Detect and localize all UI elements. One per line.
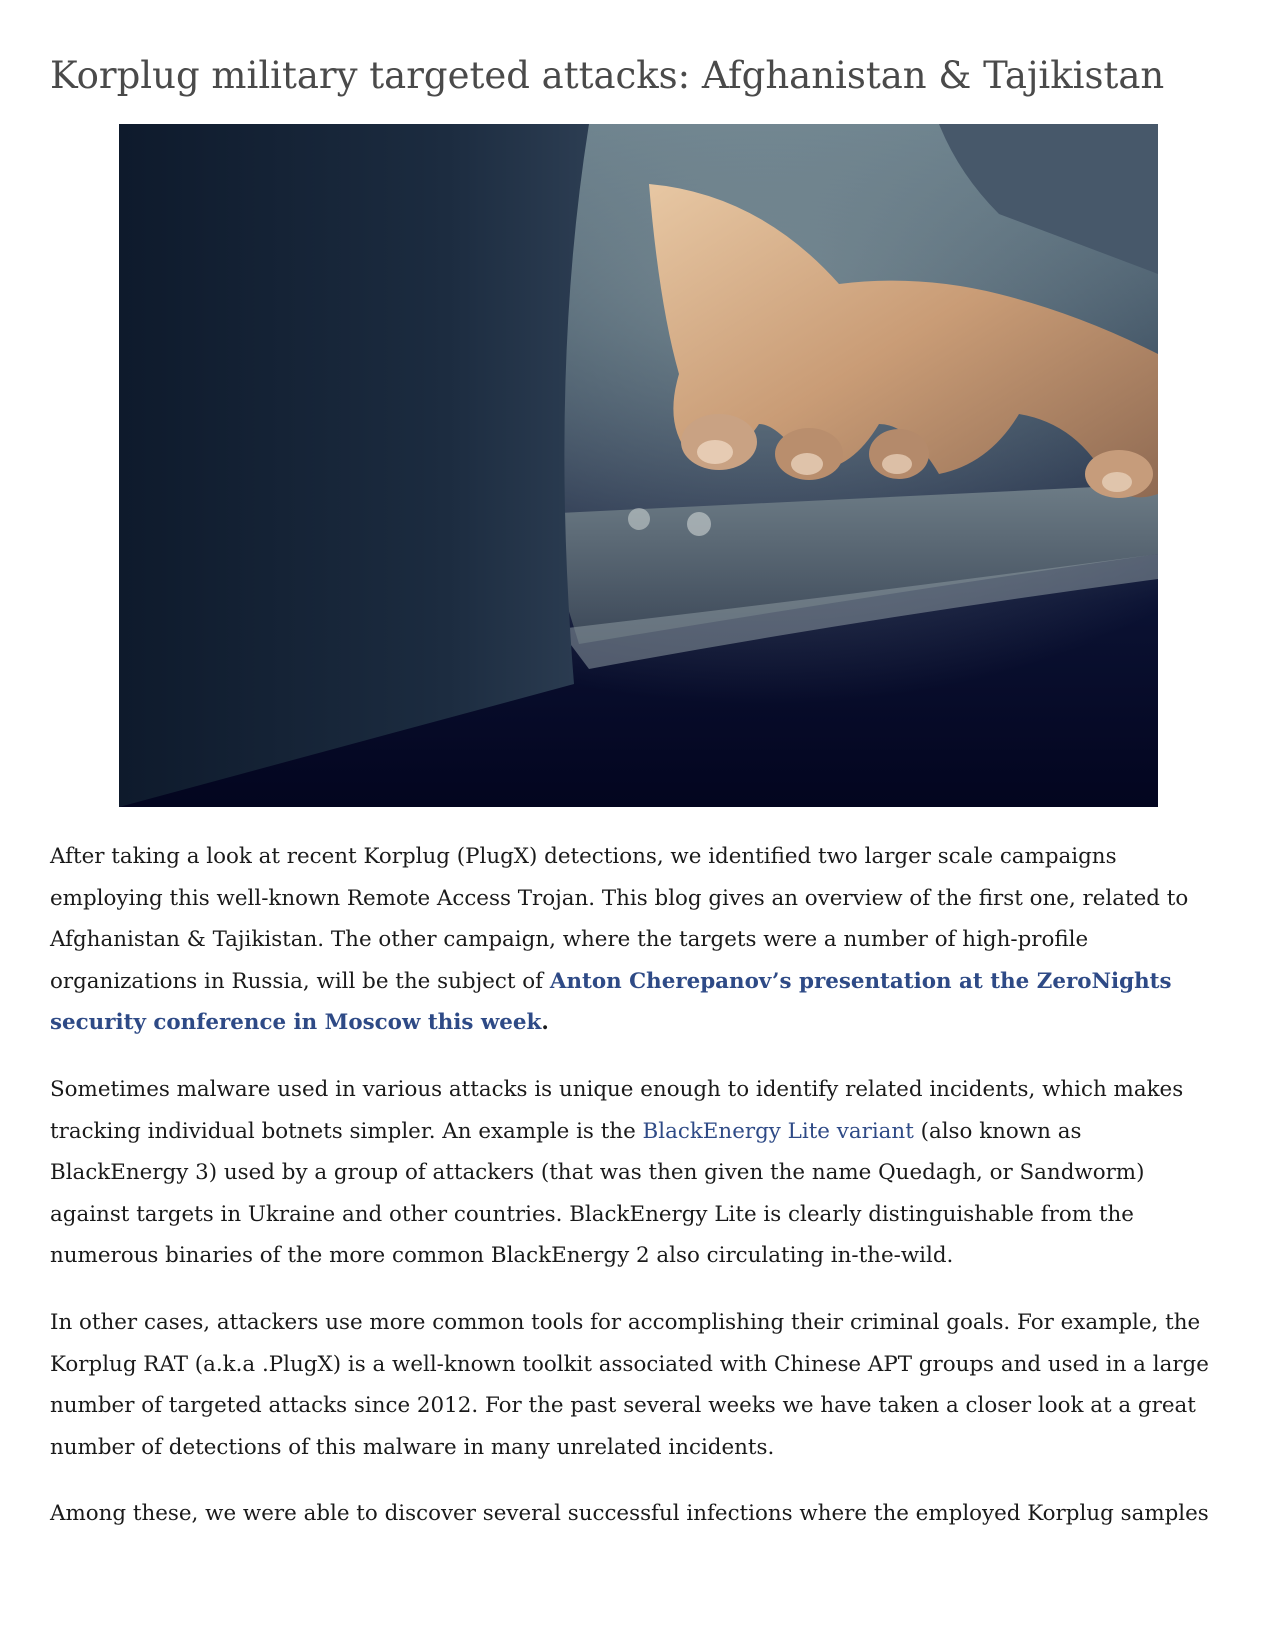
article-title: Korplug military targeted attacks: Afghanistan & Tajikistan: [50, 54, 1165, 97]
paragraph-text: Sometimes malware used in various attacks is unique enough to identify related incidents, which makes tracking individual botnets simpler. An example is the: [50, 1076, 1184, 1144]
paragraph-text: (also known as BlackEnergy 3) used by a group of attackers (that was then given the name Quedagh, or Sandworm) against targets in Ukraine and other countries. BlackEnergy Lite is clearly distinguishable from the numerous binaries of the more common BlackEnergy 2 also circulating in-the-wild.: [50, 1118, 1145, 1269]
paragraph-text: After taking a look at recent Korplug (PlugX) detections, we identified two larger scale campaigns employing this well-known Remote Access Trojan. This blog gives an overview of the first one, related to Afghanistan & Tajikistan. The other campaign, where the targets were a number of high-profile organizations in Russia, will be the subject of: [50, 844, 1189, 994]
paragraph: In other cases, attackers use more common tools for accomplishing their criminal goals. For example, the Korplug RAT (a.k.a .PlugX) is a well-known toolkit associated with Chinese APT groups and used in a large number of targeted attacks since 2012. For the past several weeks we have taken a closer look at a great number of detections of this malware in many unrelated incidents.: [50, 1309, 1209, 1460]
blackenergy-lite-link[interactable]: BlackEnergy Lite variant: [642, 1118, 914, 1144]
paragraph: [50, 836, 1220, 1044]
paragraph-text: .: [541, 1010, 549, 1036]
hands-typing-illustration: [119, 124, 1158, 807]
zeronights-presentation-link[interactable]: Anton Cherepanov’s presentation at the ZeroNights security conference in Moscow this week: [50, 968, 1172, 1036]
article-body: [50, 836, 1220, 1560]
paragraph: [50, 1069, 1220, 1277]
hero-image: [119, 124, 1158, 807]
paragraph: Among these, we were able to discover several successful infections where the employed Korplug samples: [50, 1501, 1209, 1527]
